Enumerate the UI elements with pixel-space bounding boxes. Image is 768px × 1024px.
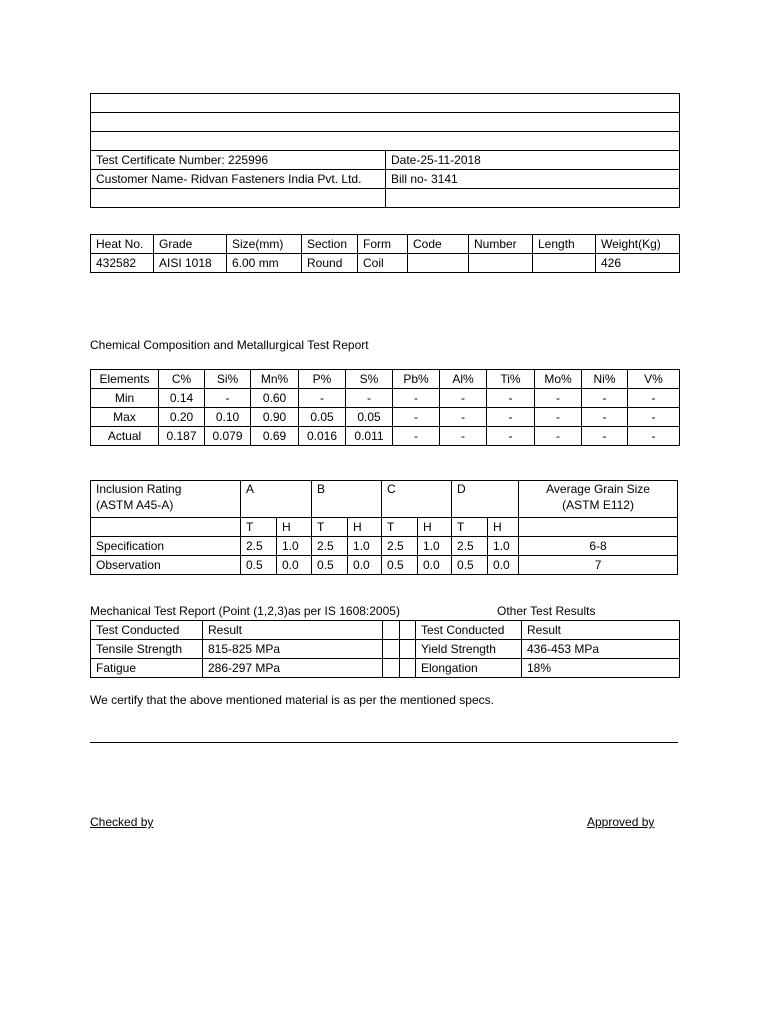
heat-header-cell: Form: [358, 235, 408, 254]
chem-cell: 0.187: [159, 427, 205, 446]
mech-title: Mechanical Test Report (Point (1,2,3)as per IS 1608:2005): [90, 604, 400, 618]
chem-header-cell: Si%: [205, 370, 251, 389]
heat-header-cell: Weight(Kg): [596, 235, 680, 254]
certificate-number: Test Certificate Number: 225996: [91, 151, 386, 170]
inclusion-cell: 0.5: [382, 556, 418, 575]
heat-cell: [533, 254, 596, 273]
chem-cell: 0.60: [251, 389, 299, 408]
inclusion-cell: 0.5: [452, 556, 488, 575]
checked-by-label: Checked by: [90, 815, 154, 829]
chem-header-cell: Ni%: [582, 370, 628, 389]
mech-cell: 286-297 MPa: [203, 659, 383, 678]
chem-cell: -: [535, 408, 582, 427]
mech-cell: Yield Strength: [416, 640, 522, 659]
bill-number: Bill no- 3141: [386, 170, 680, 189]
divider-line: [90, 742, 678, 743]
chem-cell: -: [535, 389, 582, 408]
inclusion-cell: 0.0: [277, 556, 312, 575]
mech-cell: 436-453 MPa: [522, 640, 680, 659]
chem-cell: 0.016: [299, 427, 346, 446]
heat-cell: [408, 254, 469, 273]
chem-title: Chemical Composition and Metallurgical Test Report: [90, 338, 369, 352]
chem-cell: 0.079: [205, 427, 251, 446]
heat-header-cell: Heat No.: [91, 235, 154, 254]
mech-cell: 18%: [522, 659, 680, 678]
heat-header-cell: Section: [302, 235, 358, 254]
chem-cell: 0.69: [251, 427, 299, 446]
chem-header-cell: Ti%: [487, 370, 535, 389]
chem-cell: -: [628, 389, 680, 408]
inclusion-cell: 2.5: [452, 537, 488, 556]
inclusion-cell: 1.0: [418, 537, 452, 556]
heat-header-cell: Code: [408, 235, 469, 254]
chem-cell: 0.20: [159, 408, 205, 427]
chem-header-cell: Mo%: [535, 370, 582, 389]
chem-cell: -: [487, 389, 535, 408]
h-label: H: [277, 518, 312, 537]
chem-cell: -: [487, 427, 535, 446]
blank-row: [91, 94, 680, 113]
inclusion-group-b: B: [312, 481, 382, 518]
inclusion-group-c: C: [382, 481, 452, 518]
chem-cell: 0.10: [205, 408, 251, 427]
h-label: H: [418, 518, 452, 537]
certificate-date: Date-25-11-2018: [386, 151, 680, 170]
certify-statement: We certify that the above mentioned material is as per the mentioned specs.: [90, 693, 494, 707]
inclusion-row-label: Observation: [91, 556, 241, 575]
inclusion-cell: 0.0: [418, 556, 452, 575]
chem-row-min: [91, 389, 680, 408]
chem-row-actual: [91, 427, 680, 446]
chem-cell: -: [535, 427, 582, 446]
inclusion-cell: 2.5: [312, 537, 348, 556]
chem-cell: Actual: [91, 427, 159, 446]
heat-header-cell: Length: [533, 235, 596, 254]
chem-cell: -: [628, 408, 680, 427]
chem-cell: 0.14: [159, 389, 205, 408]
chem-cell: Min: [91, 389, 159, 408]
blank-row: [91, 113, 680, 132]
chem-header-cell: Elements: [91, 370, 159, 389]
heat-header-cell: Size(mm): [227, 235, 302, 254]
grain-size-value: 6-8: [519, 537, 678, 556]
inclusion-cell: 0.5: [312, 556, 348, 575]
chem-cell: 0.011: [346, 427, 393, 446]
inclusion-cell: 1.0: [488, 537, 519, 556]
chem-table: [90, 369, 680, 446]
grain-size-line2: (ASTM E112): [562, 498, 634, 512]
inclusion-cell: 0.0: [348, 556, 382, 575]
mech-header-cell: Result: [203, 621, 383, 640]
heat-cell: [469, 254, 533, 273]
heat-cell: AISI 1018: [154, 254, 227, 273]
mech-header-cell: Test Conducted: [91, 621, 203, 640]
chem-cell: -: [393, 427, 440, 446]
t-label: T: [382, 518, 418, 537]
chem-row-max: [91, 408, 680, 427]
approved-by-label: Approved by: [587, 815, 655, 829]
inclusion-label: [91, 481, 241, 518]
heat-cell: Coil: [358, 254, 408, 273]
heat-header-cell: Grade: [154, 235, 227, 254]
chem-cell: -: [205, 389, 251, 408]
blank-cell: [519, 518, 678, 537]
blank-cell: [383, 621, 400, 640]
blank-cell: [91, 189, 386, 208]
blank-row: [91, 132, 680, 151]
chem-cell: -: [393, 408, 440, 427]
chem-cell: Max: [91, 408, 159, 427]
chem-cell: -: [393, 389, 440, 408]
heat-cell: 432582: [91, 254, 154, 273]
blank-cell: [386, 189, 680, 208]
chem-header-row: [91, 370, 680, 389]
chem-cell: -: [582, 389, 628, 408]
chem-cell: -: [582, 408, 628, 427]
mech-header-cell: Result: [522, 621, 680, 640]
chem-cell: 0.05: [346, 408, 393, 427]
chem-cell: -: [346, 389, 393, 408]
inclusion-cell: 0.5: [241, 556, 277, 575]
heat-header-row: [91, 235, 680, 254]
chem-header-cell: Al%: [440, 370, 487, 389]
chem-cell: -: [628, 427, 680, 446]
chem-cell: -: [440, 427, 487, 446]
header-table: [90, 93, 680, 208]
blank-cell: [383, 659, 400, 678]
inclusion-cell: 2.5: [382, 537, 418, 556]
chem-header-cell: Pb%: [393, 370, 440, 389]
mech-cell: Fatigue: [91, 659, 203, 678]
chem-header-cell: P%: [299, 370, 346, 389]
mech-cell: Elongation: [416, 659, 522, 678]
other-test-title: Other Test Results: [497, 604, 596, 618]
blank-cell: [400, 640, 416, 659]
chem-cell: 0.90: [251, 408, 299, 427]
t-label: T: [452, 518, 488, 537]
h-label: H: [348, 518, 382, 537]
t-label: T: [312, 518, 348, 537]
mech-cell: 815-825 MPa: [203, 640, 383, 659]
chem-cell: -: [582, 427, 628, 446]
inclusion-row-observation: [91, 556, 678, 575]
heat-cell: 6.00 mm: [227, 254, 302, 273]
blank-cell: [383, 640, 400, 659]
h-label: H: [488, 518, 519, 537]
chem-header-cell: S%: [346, 370, 393, 389]
inclusion-cell: 1.0: [348, 537, 382, 556]
mech-cell: Tensile Strength: [91, 640, 203, 659]
grain-size-value: 7: [519, 556, 678, 575]
mech-row: [91, 659, 680, 678]
t-label: T: [241, 518, 277, 537]
chem-cell: -: [440, 408, 487, 427]
inclusion-group-a: A: [241, 481, 312, 518]
inclusion-subheader-row: [91, 518, 678, 537]
inclusion-group-d: D: [452, 481, 519, 518]
inclusion-row-specification: [91, 537, 678, 556]
inclusion-row-label: Specification: [91, 537, 241, 556]
inclusion-cell: 0.0: [488, 556, 519, 575]
inclusion-cell: 2.5: [241, 537, 277, 556]
inclusion-cell: 1.0: [277, 537, 312, 556]
chem-header-cell: V%: [628, 370, 680, 389]
mech-row: [91, 640, 680, 659]
inclusion-label-line1: Inclusion Rating: [96, 482, 182, 496]
heat-cell: 426: [596, 254, 680, 273]
mech-table: [90, 620, 680, 678]
mech-header-row: [91, 621, 680, 640]
inclusion-table: [90, 480, 678, 575]
chem-header-cell: C%: [159, 370, 205, 389]
chem-cell: 0.05: [299, 408, 346, 427]
heat-data-row: [91, 254, 680, 273]
blank-cell: [400, 659, 416, 678]
heat-cell: Round: [302, 254, 358, 273]
grain-size-line1: Average Grain Size: [546, 482, 650, 496]
grain-size-header: [519, 481, 678, 518]
customer-name: Customer Name- Ridvan Fasteners India Pvt. Ltd.: [91, 170, 386, 189]
chem-cell: -: [299, 389, 346, 408]
mech-header-cell: Test Conducted: [416, 621, 522, 640]
heat-header-cell: Number: [469, 235, 533, 254]
inclusion-label-line2: (ASTM A45-A): [96, 498, 174, 512]
heat-table: [90, 234, 680, 273]
blank-cell: [91, 518, 241, 537]
chem-cell: -: [487, 408, 535, 427]
chem-cell: -: [440, 389, 487, 408]
chem-header-cell: Mn%: [251, 370, 299, 389]
blank-cell: [400, 621, 416, 640]
